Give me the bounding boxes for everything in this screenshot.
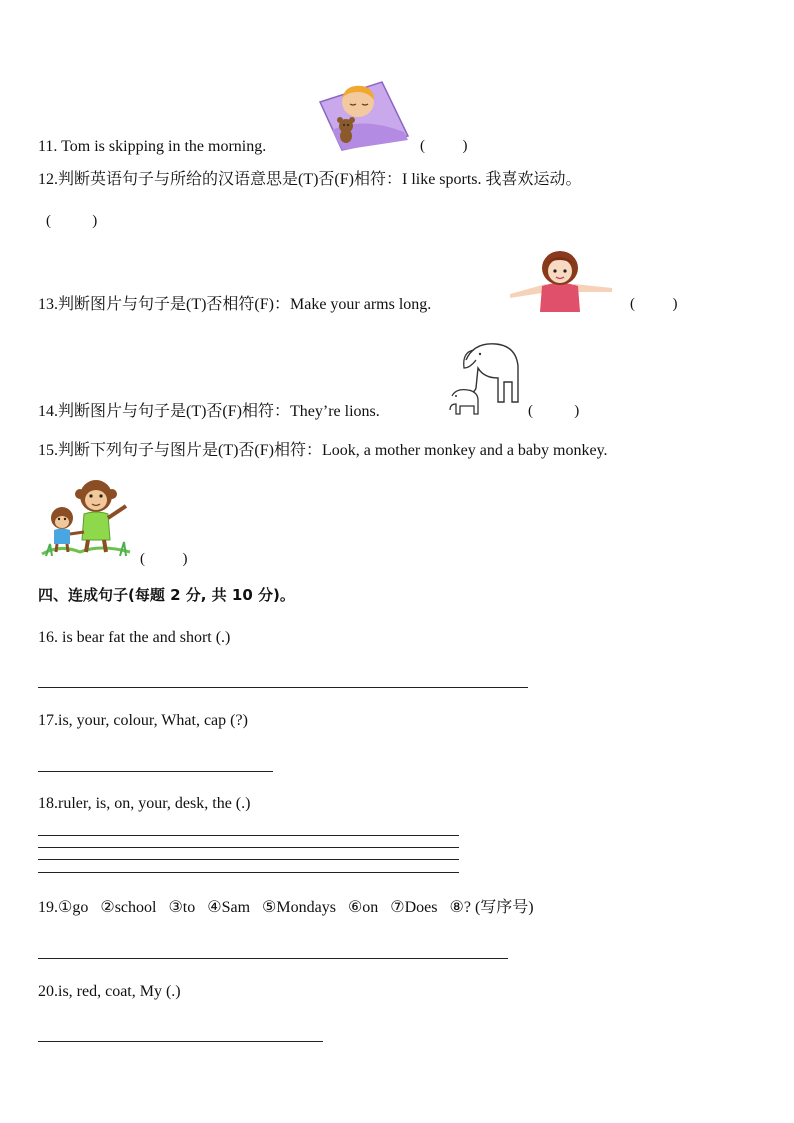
question-14-text: 14.判断图片与句子是(T)否(F)相符：They’re lions. (38, 403, 380, 420)
question-15-text: 15.判断下列句子与图片是(T)否(F)相符：Look, a mother monkey and a baby monkey. (38, 442, 608, 459)
question-18-answer-line-4[interactable] (38, 872, 459, 873)
girl-arms-out-illustration (506, 250, 616, 312)
question-11-answer-blank[interactable]: ( ) (420, 138, 468, 154)
question-18-text: 18.ruler, is, on, your, desk, the (.) (38, 795, 251, 812)
question-15-answer-blank[interactable]: ( ) (140, 551, 188, 567)
question-18-answer-line-1[interactable] (38, 835, 459, 836)
question-13-text: 13.判断图片与句子是(T)否相符(F)：Make your arms long. (38, 296, 432, 313)
question-16-text: 16. is bear fat the and short (.) (38, 629, 231, 646)
question-12-answer-blank[interactable]: ( ) (46, 213, 98, 229)
question-19-text: 19.①go ②school ③to ④Sam ⑤Mondays ⑥on ⑦Does ⑧? (写序号) (38, 899, 534, 916)
section-4-heading: 四、连成句子(每题 2 分, 共 10 分)。 (38, 586, 295, 604)
monkeys-illustration (40, 478, 132, 558)
question-16-answer-line[interactable] (38, 687, 528, 688)
sleeping-boy-illustration (312, 80, 412, 152)
question-17-answer-line[interactable] (38, 771, 273, 772)
question-12-text: 12.判断英语句子与所给的汉语意思是(T)否(F)相符：I like sports. 我喜欢运动。 (38, 171, 582, 188)
elephants-illustration (444, 338, 524, 418)
question-20-text: 20.is, red, coat, My (.) (38, 983, 181, 1000)
question-18-answer-line-3[interactable] (38, 859, 459, 860)
question-13-answer-blank[interactable]: ( ) (630, 296, 678, 312)
question-18-answer-line-2[interactable] (38, 847, 459, 848)
question-14-answer-blank[interactable]: ( ) (528, 403, 580, 419)
question-20-answer-line[interactable] (38, 1041, 323, 1042)
question-11-text: 11. Tom is skipping in the morning. (38, 138, 267, 155)
question-17-text: 17.is, your, colour, What, cap (?) (38, 712, 248, 729)
question-19-answer-line[interactable] (38, 958, 508, 959)
